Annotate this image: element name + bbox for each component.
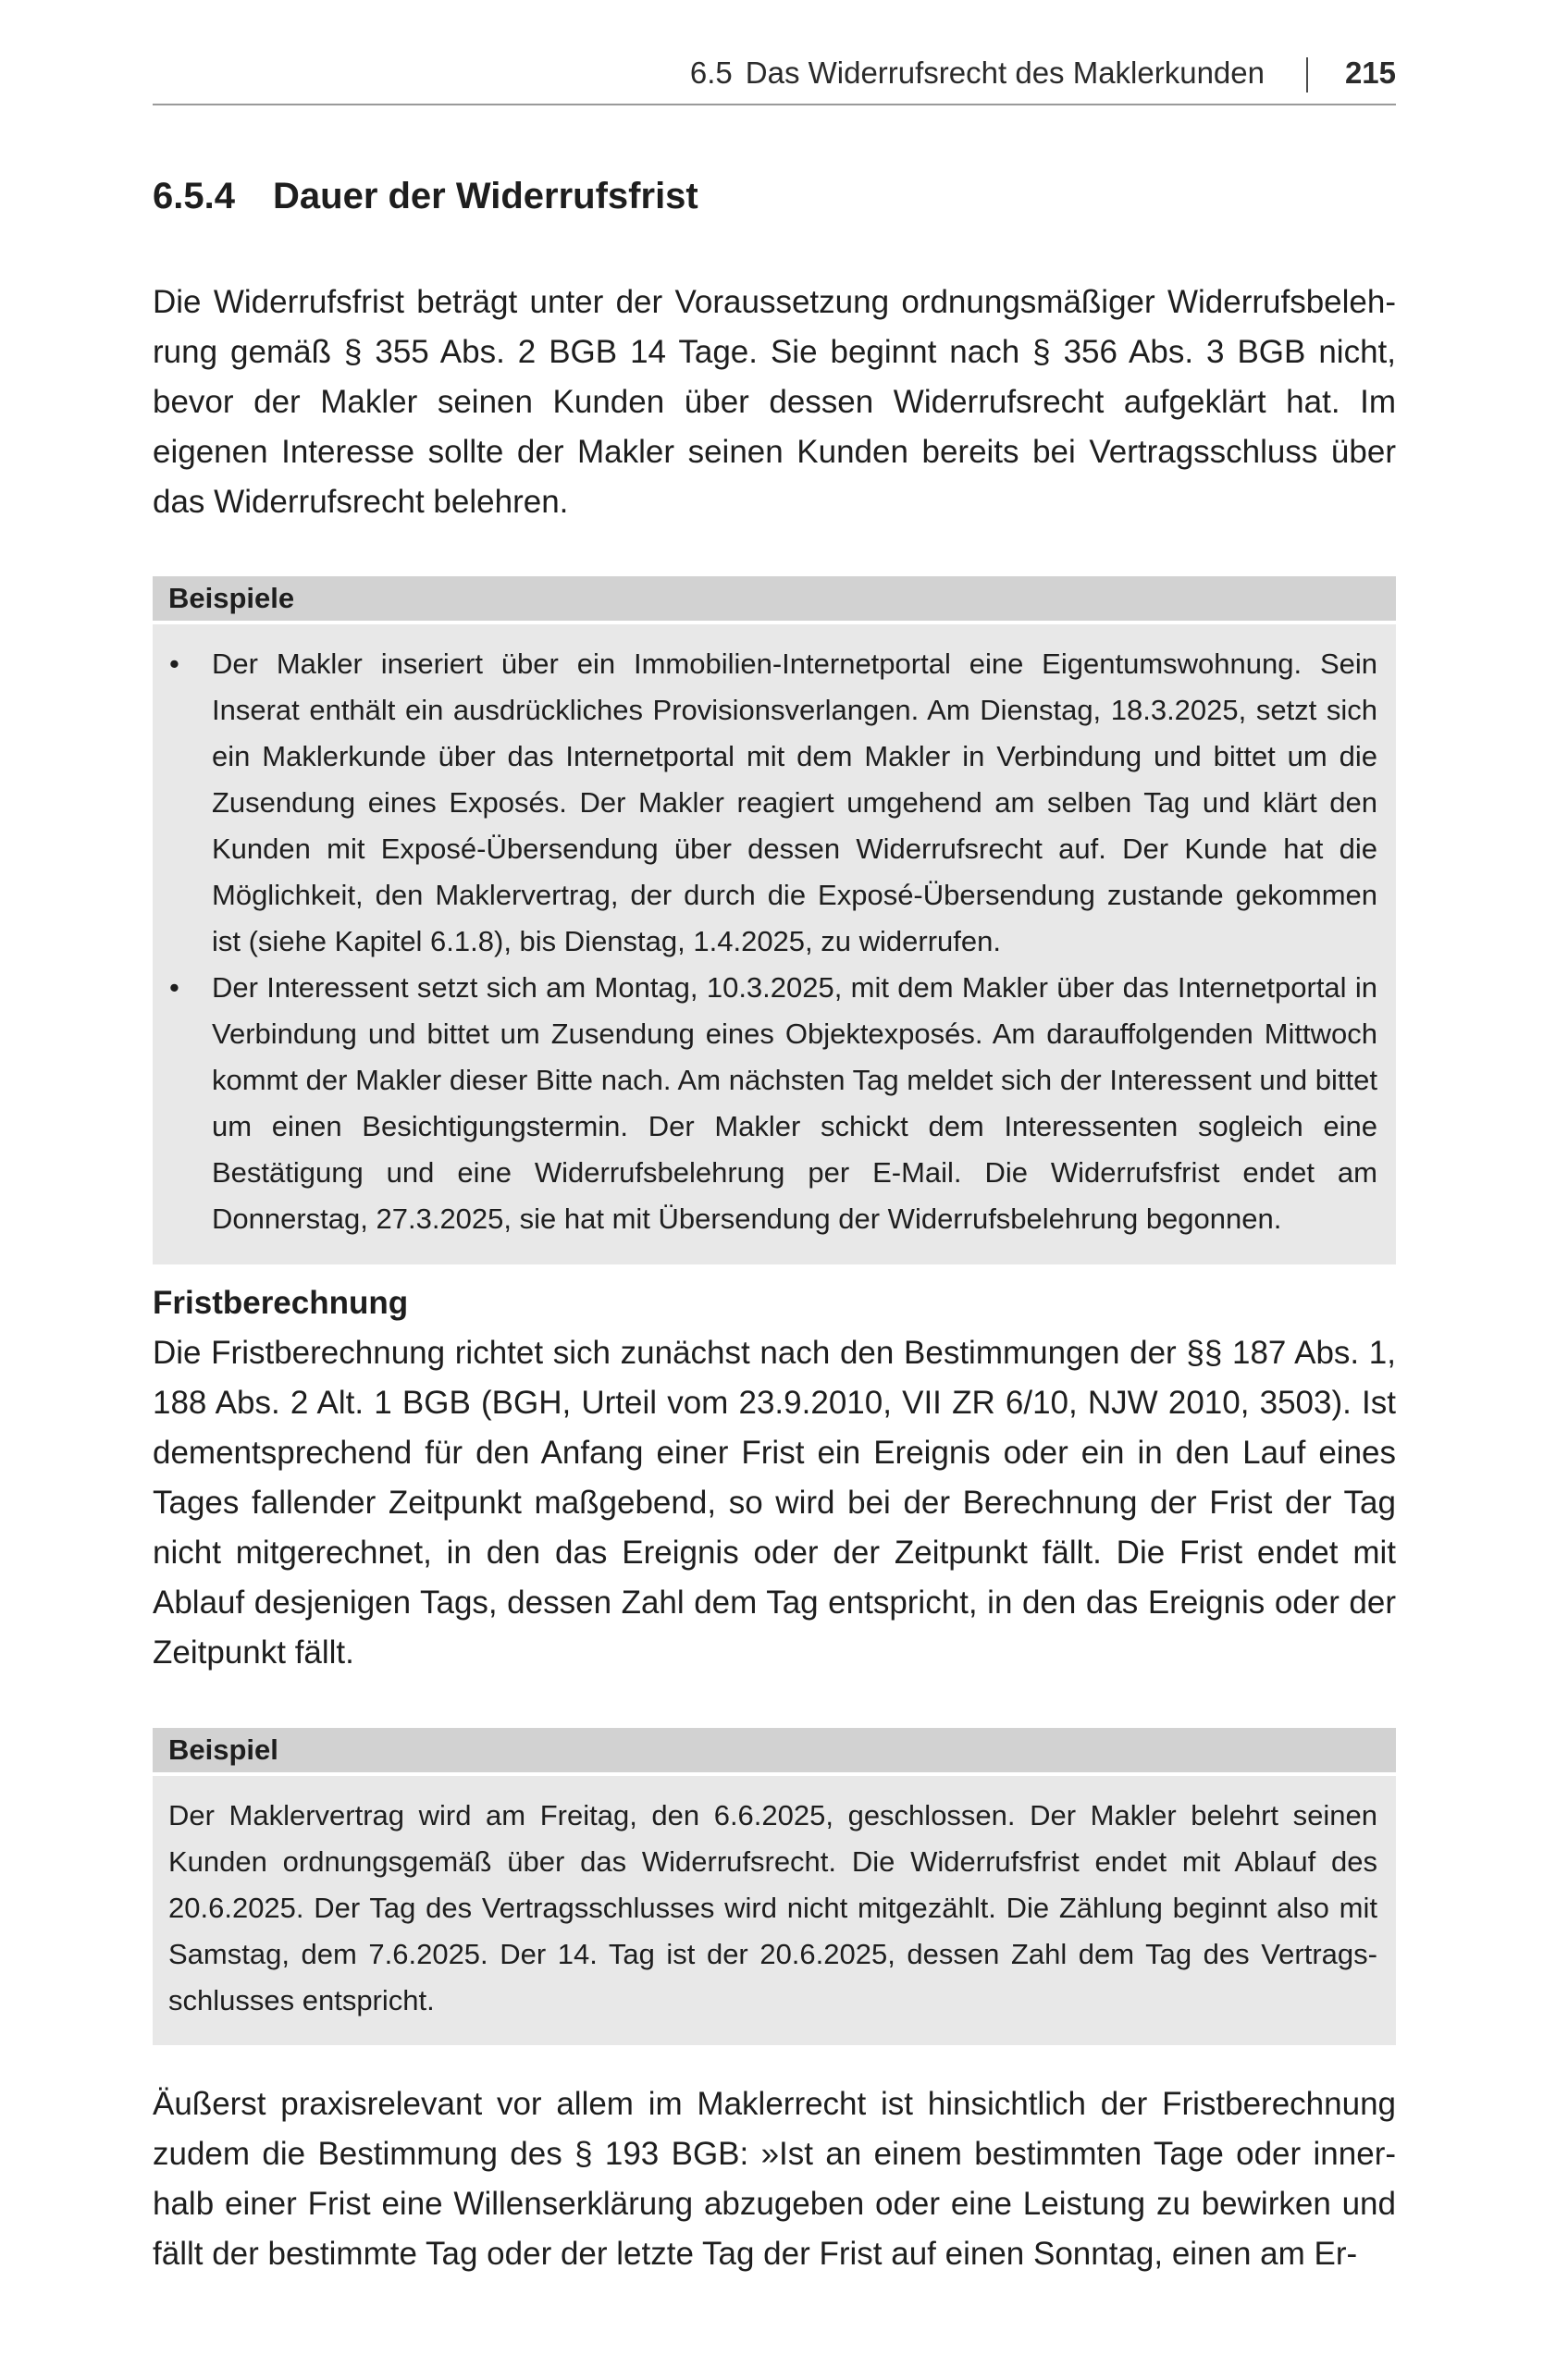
intro-paragraph: Die Widerrufsfrist beträgt unter der Voraussetzung ordnungsmäßiger Widerrufsbelehrung gemäß § 355 Abs. 2 BGB 14 Tage. Sie beginnt nach § 356 Abs. 3 BGB nicht, bevor der Makler seinen Kunden über dessen Widerrufsrecht aufgeklärt hat. Im eigenen Interesse sollte der Makler seinen Kunden bereits bei Vertragsschluss über das Widerrufsrecht belehren. (153, 284, 1396, 520)
list-item-text: Der Interessent setzt sich am Montag, 10.3.2025, mit dem Makler über das Internetportal in Verbindung und bittet um Zusendung eines Objektexposés. Am darauffolgenden Mittwoch kommt der Makler dieser Bitte nach. Am nächsten Tag meldet sich der Interessent und bittet um einen Besichtigungstermin. Der Makler schickt dem Interessenten sogleich eine Bestätigung und eine Widerrufsbelehrung per E-Mail. Die Widerrufsfrist endet am Donnerstag, 27.3.2025, sie hat mit Übersendung der Widerrufsbelehrung begonnen. (212, 971, 1377, 1235)
list-item (153, 965, 1396, 1242)
examples-box-title: Beispiele (153, 576, 1396, 624)
running-head-section-number: 6.5 (689, 56, 733, 90)
closing-paragraph: Äußerst praxisrelevant vor allem im Maklerrecht ist hinsichtlich der Fristberechnung zudem die Bestimmung des § 193 BGB: »Ist an einem bestimmten Tage oder innerhalb einer Frist eine Willenserklärung abzugeben oder eine Leistung zu bewirken und fällt der bestimmte Tag oder der letzte Tag der Frist auf einen Sonntag, einen am Er- (153, 2086, 1396, 2272)
bullet-icon: • (169, 648, 179, 680)
list-item-text: Der Makler inseriert über ein Immobilien-Internetportal eine Eigentumswohnung. Sein Inserat enthält ein ausdrückliches Provisionsverlangen. Am Dienstag, 18.3.2025, setzt sich ein Maklerkunde über das Internetportal mit dem Makler in Verbindung und bittet um die Zusendung eines Exposés. Der Makler reagiert umgehend am selben Tag und klärt den Kunden mit Exposé-Übersendung über dessen Widerrufsrecht auf. Der Kunde hat die Möglichkeit, den Maklervertrag, der durch die Exposé-Übersendung zustande gekommen ist (siehe Kapitel 6.1.8), bis Dienstag, 1.4.2025, zu widerrufen. (212, 648, 1377, 957)
running-head-title (690, 56, 1265, 91)
running-header (153, 48, 1396, 105)
bullet-icon: • (169, 971, 179, 1004)
running-head-section-title: Das Widerrufsrecht des Maklerkunden (745, 56, 1265, 90)
example-box-title: Beispiel (153, 1728, 1396, 1776)
fristberechnung-paragraph: Die Fristberechnung richtet sich zunächst nach den Bestimmungen der §§ 187 Abs. 1, 188 Abs. 2 Alt. 1 BGB (BGH, Urteil vom 23.9.2010, VII ZR 6/10, NJW 2010, 3503). Ist dementsprechend für den Anfang einer Frist ein Ereignis oder ein in den Lauf eines Tages fallender Zeitpunkt maßgebend, so wird bei der Berechnung der Frist der Tag nicht mitgerechnet, in den das Ereignis oder der Zeitpunkt fällt. Die Frist endet mit Ablauf desjenigen Tags, dessen Zahl dem Tag entspricht, in den das Ereignis oder der Zeitpunkt fällt. (153, 1335, 1396, 1671)
section-number: 6.5.4 (153, 176, 235, 216)
section-title: Dauer der Widerrufsfrist (273, 176, 698, 216)
examples-list (153, 624, 1396, 1242)
examples-box (153, 576, 1396, 1264)
page-number: 215 (1344, 56, 1396, 90)
fristberechnung-heading: Fristberechnung (153, 1285, 409, 1321)
section-heading (153, 176, 698, 217)
list-item (153, 641, 1396, 965)
header-divider (1306, 57, 1308, 92)
example-box-text: Der Maklervertrag wird am Freitag, den 6.6.2025, geschlossen. Der Makler belehrt seinen Kunden ordnungsgemäß über das Widerrufsrecht. Die Widerrufsfrist endet mit Ablauf des 20.6.2025. Der Tag des Vertragsschlusses wird nicht mitgezählt. Die Zählung beginnt also mit Samstag, dem 7.6.2025. Der 14. Tag ist der 20.6.2025, dessen Zahl dem Tag des Vertragsschlusses entspricht. (168, 1799, 1377, 2016)
example-box (153, 1728, 1396, 2045)
